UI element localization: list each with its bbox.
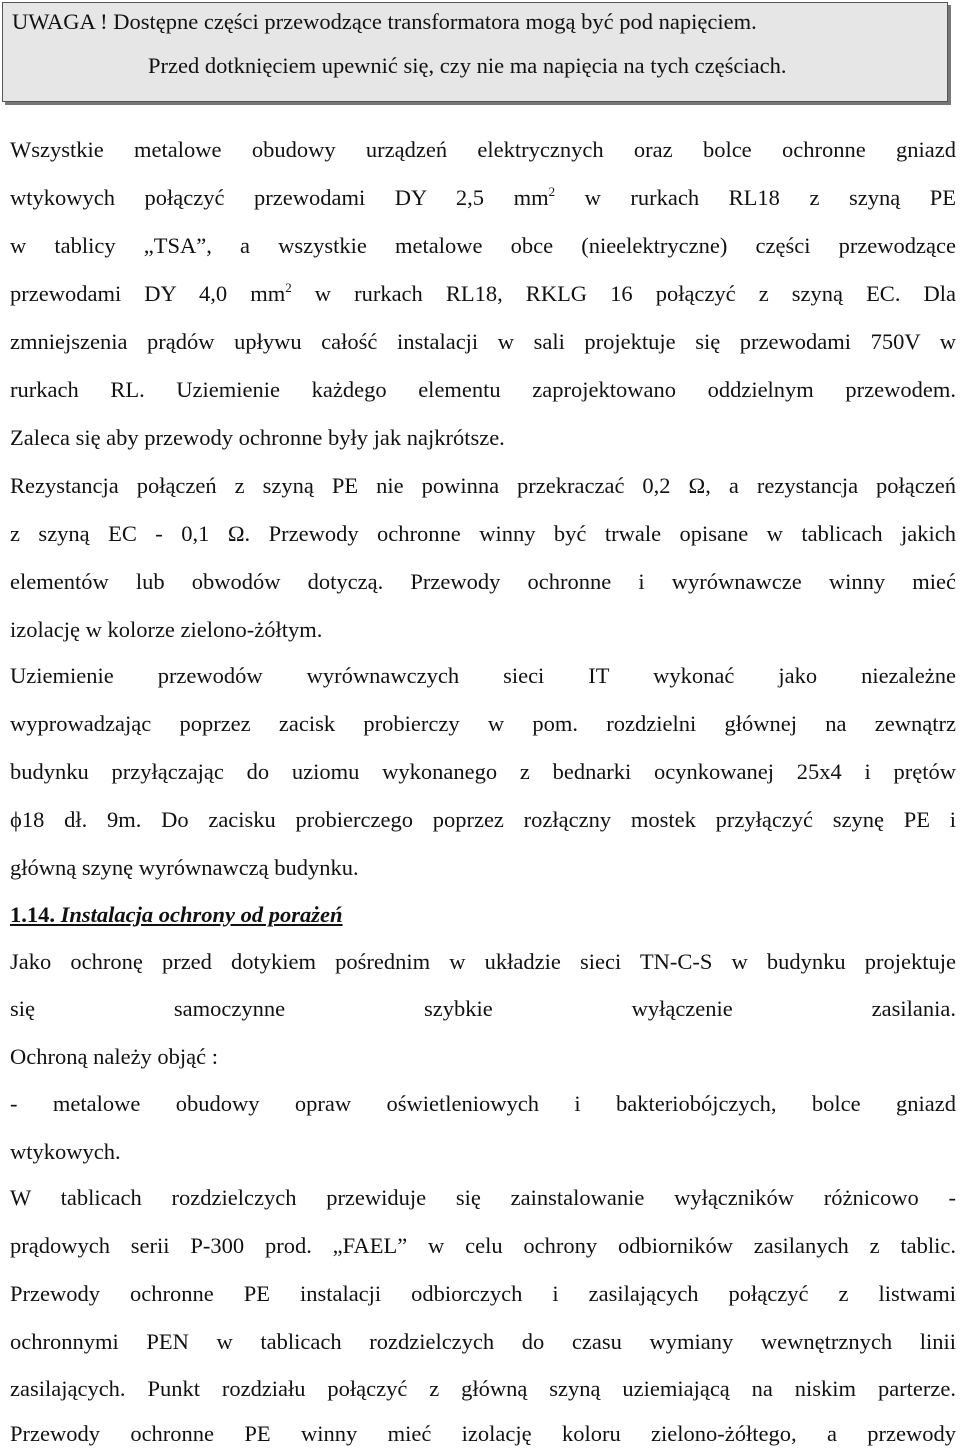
paragraph-line: ochronnymi PEN w tablicach rozdzielczych do czasu wymiany wewnętrznych linii (10, 1329, 956, 1354)
paragraph-line: główną szynę wyrównawczą budynku. (10, 855, 359, 880)
paragraph-line: wtykowych połączyć przewodami DY 2,5 $mm^2$ w rurkach RL18 z szyną PE (10, 184, 956, 210)
paragraph-line: Przewody ochronne PE instalacji odbiorczych i zasilających połączyć z listwami (10, 1281, 956, 1306)
section-heading: 1.14. Instalacja ochrony od porażeń (10, 902, 343, 927)
paragraph-line: z szyną EC - 0,1 Ω. Przewody ochronne winny być trwale opisane w tablicach jakich (10, 521, 956, 546)
paragraph-line: W tablicach rozdzielczych przewiduje się zainstalowanie wyłączników różnicowo - (10, 1185, 956, 1210)
paragraph-line: Uziemienie przewodów wyrównawczych sieci IT wykonać jako niezależne (10, 663, 956, 688)
paragraph-line: Zaleca się aby przewody ochronne były jak najkrótsze. (10, 425, 505, 450)
paragraph-line: ϕ18 dł. 9m. Do zacisku probierczego poprzez rozłączny mostek przyłączyć szynę PE i (10, 807, 956, 832)
paragraph-line: prądowych serii P-300 prod. „FAEL” w celu ochrony odbiorników zasilanych z tablic. (10, 1233, 956, 1258)
paragraph-line: Wszystkie metalowe obudowy urządzeń elektrycznych oraz bolce ochronne gniazd (10, 137, 956, 162)
paragraph-line: elementów lub obwodów dotyczą. Przewody ochronne i wyrównawcze winny mieć (10, 569, 956, 594)
paragraph-line: - metalowe obudowy opraw oświetleniowych i bakteriobójczych, bolce gniazd (10, 1091, 956, 1116)
paragraph-line: Jako ochronę przed dotykiem pośrednim w układzie sieci TN-C-S w budynku projektuje (10, 949, 956, 974)
paragraph-line: Przewody ochronne PE winny mieć izolację koloru zielono-żółtego, a przewody (10, 1421, 956, 1446)
warning-line-2: Przed dotknięciem upewnić się, czy nie ma napięcia na tych częściach. (148, 53, 787, 78)
paragraph-line: przewodami DY 4,0 $mm^2$ w rurkach RL18, RKLG 16 połączyć z szyną EC. Dla (10, 280, 956, 306)
warning-line-1: UWAGA ! Dostępne części przewodzące transformatora mogą być pod napięciem. (12, 9, 757, 34)
paragraph-line: budynku przyłączając do uziomu wykonanego z bednarki ocynkowanej 25x4 i prętów (10, 759, 956, 784)
paragraph-line: się samoczynne szybkie wyłączenie zasilania. (10, 996, 956, 1021)
paragraph-line: w tablicy „TSA”, a wszystkie metalowe obce (nieelektryczne) części przewodzące (10, 233, 956, 258)
paragraph-line: Ochroną należy objąć : (10, 1044, 219, 1069)
paragraph-line: zasilających. Punkt rozdziału połączyć z główną szyną uziemiającą na niskim parterze. (10, 1376, 956, 1401)
paragraph-line: wtykowych. (10, 1139, 121, 1164)
paragraph-line: zmniejszenia prądów upływu całość instalacji w sali projektuje się przewodami 750V w (10, 329, 956, 354)
paragraph-line: izolację w kolorze zielono-żółtym. (10, 617, 323, 642)
paragraph-line: Rezystancja połączeń z szyną PE nie powinna przekraczać 0,2 Ω, a rezystancja połączeń (10, 473, 956, 498)
paragraph-line: rurkach RL. Uziemienie każdego elementu zaprojektowano oddzielnym przewodem. (10, 377, 956, 402)
warning-box (2, 2, 948, 102)
paragraph-line: wyprowadzając poprzez zacisk probierczy w pom. rozdzielni głównej na zewnątrz (10, 711, 956, 736)
